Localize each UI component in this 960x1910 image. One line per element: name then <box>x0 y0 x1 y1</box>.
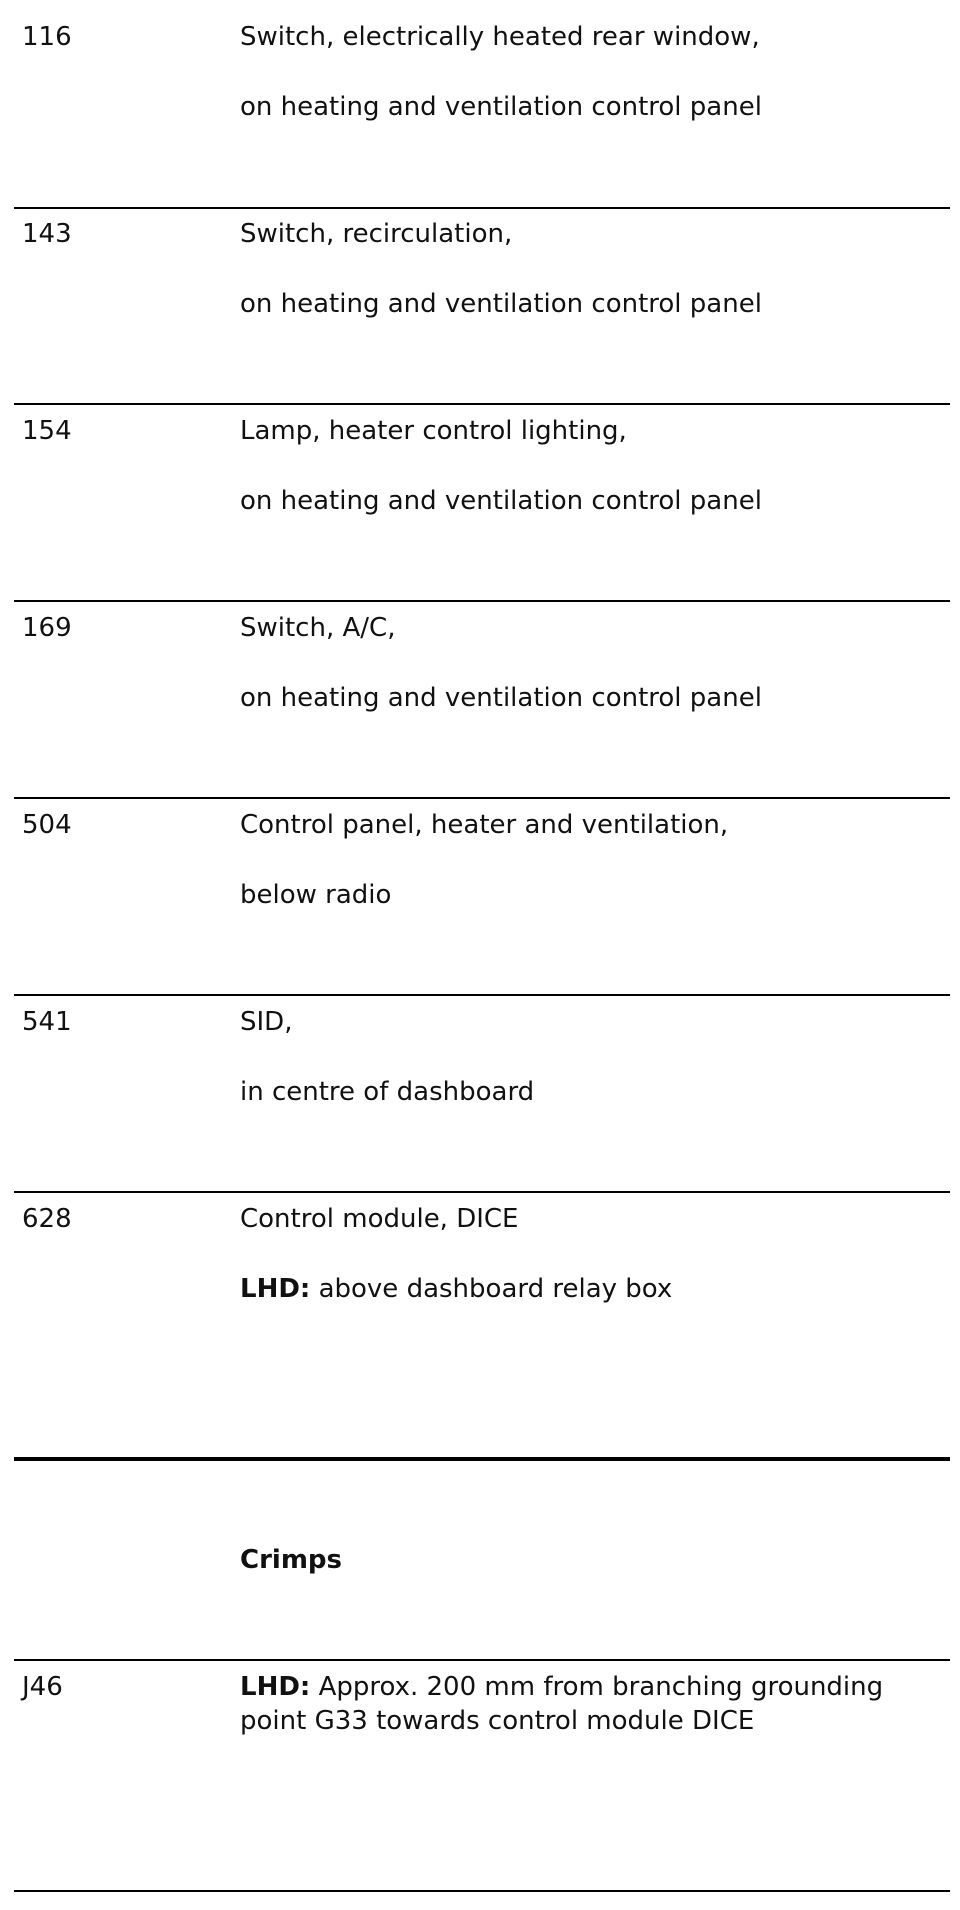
entry-location <box>240 1272 672 1306</box>
entry-location: on heating and ventilation control panel <box>240 486 762 516</box>
row-divider <box>14 1191 950 1193</box>
row-divider <box>14 207 950 209</box>
entry-location: below radio <box>240 880 392 910</box>
entry-description: Switch, electrically heated rear window, <box>240 22 760 52</box>
lhd-label: LHD: <box>240 1672 311 1702</box>
entry-location: in centre of dashboard <box>240 1077 535 1107</box>
entry-description: Lamp, heater control lighting, <box>240 416 627 446</box>
row-divider <box>14 1890 950 1892</box>
crimp-code: J46 <box>22 1672 63 1702</box>
entry-code: 143 <box>22 219 72 249</box>
row-divider <box>14 403 950 405</box>
row-divider <box>14 994 950 996</box>
entry-code: 116 <box>22 22 72 52</box>
section-heading: Crimps <box>240 1545 342 1575</box>
crimp-description-text: Approx. 200 mm from branching grounding point G33 towards control module DICE <box>240 1672 884 1736</box>
entry-code: 169 <box>22 613 72 643</box>
entry-description: Control module, DICE <box>240 1204 519 1234</box>
lhd-label: LHD: <box>240 1274 311 1304</box>
row-divider <box>14 1659 950 1661</box>
entry-location: on heating and ventilation control panel <box>240 683 762 713</box>
entry-location-text: above dashboard relay box <box>318 1274 673 1304</box>
section-divider <box>14 1457 950 1461</box>
entry-description: SID, <box>240 1007 293 1037</box>
entry-location: on heating and ventilation control panel <box>240 92 762 122</box>
row-divider <box>14 600 950 602</box>
entry-code: 154 <box>22 416 72 446</box>
entry-code: 628 <box>22 1204 72 1234</box>
row-divider <box>14 797 950 799</box>
entry-description: Switch, recirculation, <box>240 219 513 249</box>
crimp-description <box>240 1670 940 1738</box>
entry-description: Switch, A/C, <box>240 613 396 643</box>
entry-code: 541 <box>22 1007 72 1037</box>
entry-location: on heating and ventilation control panel <box>240 289 762 319</box>
entry-code: 504 <box>22 810 72 840</box>
entry-description: Control panel, heater and ventilation, <box>240 810 729 840</box>
